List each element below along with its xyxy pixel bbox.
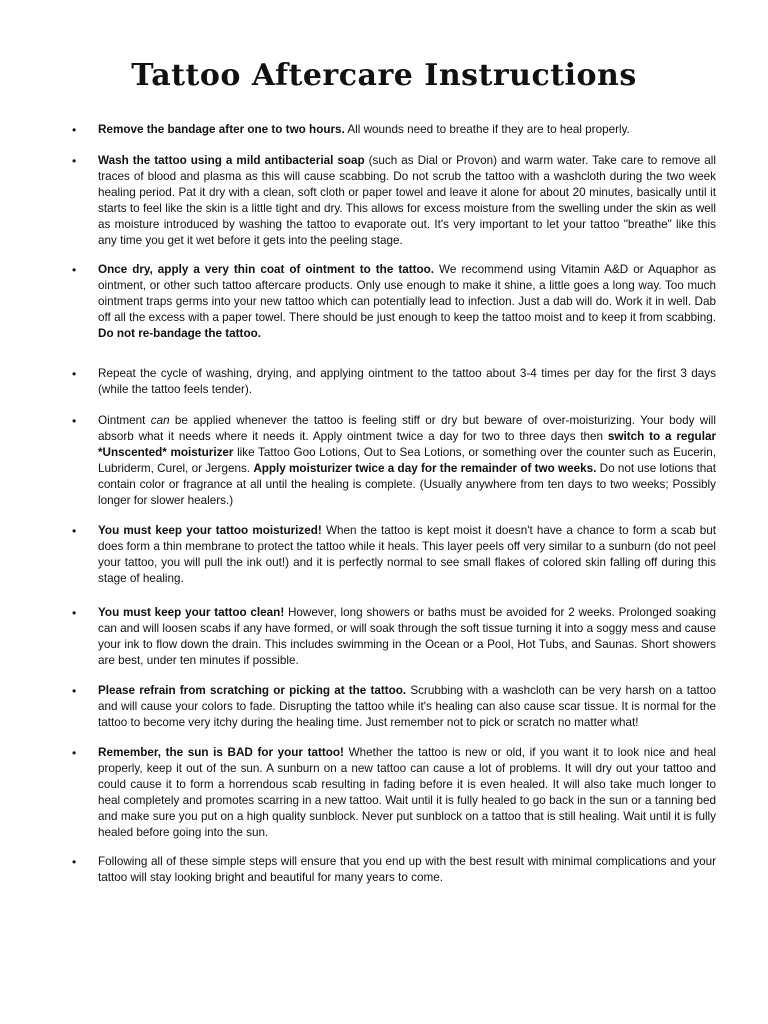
bullet-icon: • [72, 154, 77, 168]
instruction-list [72, 122, 716, 886]
bullet-icon: • [72, 123, 77, 137]
body-text: We recommend using Vitamin A&D or Aquaphor as ointment, or other such tattoo aftercare products. Only use enough to make it shine, a little goes a long way. Too much ointment traps germs into your new tattoo which can potentially lead to infection. Just a dab will do. Work it in well. Dab off all the excess with a paper towel. There should be just enough to keep the tattoo moist and to keep it from scabbing. [98, 263, 716, 324]
body-text: Scrubbing with a washcloth can be very harsh on a tattoo and will cause your colors to fade. Disrupting the tattoo while it's healing can also cause scar tissue. It is normal for the tattoo to become very itchy during the healing time. Just remember not to pick or scratch no matter what! [98, 684, 716, 729]
body-text: All wounds need to breathe if they are to heal properly. [344, 123, 630, 136]
bold-text: You must keep your tattoo moisturized! [98, 524, 322, 537]
italic-text: can [150, 414, 170, 427]
list-item [72, 745, 716, 841]
bold-text: switch to a regular *Unscented* moisturizer [98, 430, 716, 459]
bullet-icon: • [72, 367, 77, 381]
bullet-icon: • [72, 746, 77, 760]
bullet-icon: • [72, 684, 77, 698]
body-text: Repeat the cycle of washing, drying, and applying ointment to the tattoo about 3-4 times per day for the first 3 days (while the tattoo feels tender). [98, 367, 716, 396]
bold-text: Remove the bandage after one to two hours. [98, 123, 345, 136]
list-item [72, 122, 716, 138]
body-text: Whether the tattoo is new or old, if you want it to look nice and heal properly, keep it out of the sun. A sunburn on a new tattoo can cause a lot of problems. It will dry out your tattoo and could cause it to form a horrendous scab resulting in fading before it is even healed. It will also take much longer to heal completely and promotes scarring in a new tattoo. Wait until it is fully healed to go back in the sun or a tanning bed and make sure you put on a high quality sunblock. Never put sunblock on a tattoo that is still healing. Wait until it is fully healed before going into the sun. [98, 746, 716, 839]
bullet-icon: • [72, 263, 77, 277]
body-text: However, long showers or baths must be avoided for 2 weeks. Prolonged soaking can and will loosen scabs if any have formed, or will soak through the soft tissue turning it into a soggy mess and cause your ink to flow down the drain. This includes swimming in the Ocean or a Pool, Hot Tubs, and Saunas. Short showers are best, under ten minutes if possible. [98, 606, 716, 667]
bullet-icon: • [72, 524, 77, 538]
bullet-icon: • [72, 855, 77, 869]
body-text: Do not use lotions that contain color or fragrance at all until the healing is complete. (Usually anywhere from ten days to two weeks; Possibly longer for slower healers.) [98, 462, 717, 507]
body-text: (such as Dial or Provon) and warm water. Take care to remove all traces of blood and plasma as this will cause scabbing. Do not scrub the tattoo with a washcloth during the two week healing period. Pat it dry with a clean, soft cloth or paper towel and leave it alone for about 20 minutes, basically until it starts to feel like the skin is a little tight and dry. This allows for excess moisture from the swelling under the skin as well as moisture introduced by washing the tattoo to evaporate out. It's very important to let your tattoo "breathe" like this any time you get it wet before it gets into the peeling stage. [98, 154, 716, 247]
body-text: When the tattoo is kept moist it doesn't have a chance to form a scab but does form a thin membrane to protect the tattoo while it heals. This layer peels off very similar to a sunburn (do not peel your tattoo, you will pull the ink out!) and it is perfectly normal to see small flakes of colored skin falling off during this stage of healing. [98, 524, 717, 585]
list-item [72, 153, 716, 249]
bullet-icon: • [72, 606, 77, 620]
list-item [72, 413, 716, 509]
list-item [72, 854, 716, 886]
bold-text: Do not re-bandage the tattoo. [98, 327, 261, 340]
list-item [72, 262, 716, 342]
bold-text: Wash the tattoo using a mild antibacterial soap [98, 154, 365, 167]
bold-text: Please refrain from scratching or picking at the tattoo. [98, 684, 407, 697]
list-item [72, 523, 716, 587]
list-item [72, 683, 716, 731]
bullet-icon: • [72, 414, 77, 428]
bold-text: Apply moisturizer twice a day for the remainder of two weeks. [253, 462, 597, 475]
body-text: like Tattoo Goo Lotions, Out to Sea Lotions, or something over the counter such as Eucerin, Lubriderm, Curel, or Jergens. [98, 446, 716, 475]
list-item [72, 605, 716, 669]
body-text: Following all of these simple steps will ensure that you end up with the best result with minimal complications and your tattoo will stay looking bright and beautiful for many years to come. [98, 855, 716, 884]
bold-text: Remember, the sun is BAD for your tattoo! [98, 746, 344, 759]
body-text: Ointment [98, 414, 151, 427]
document-title: Tattoo Aftercare Instructions [131, 58, 637, 93]
bold-text: Once dry, apply a very thin coat of ointment to the tattoo. [98, 263, 435, 276]
list-item [72, 366, 716, 398]
bold-text: You must keep your tattoo clean! [98, 606, 285, 619]
body-text: be applied whenever the tattoo is feeling stiff or dry but beware of over-moisturizing. Your body will absorb what it needs where it needs it. Apply ointment twice a day for two to three days then [98, 414, 716, 443]
